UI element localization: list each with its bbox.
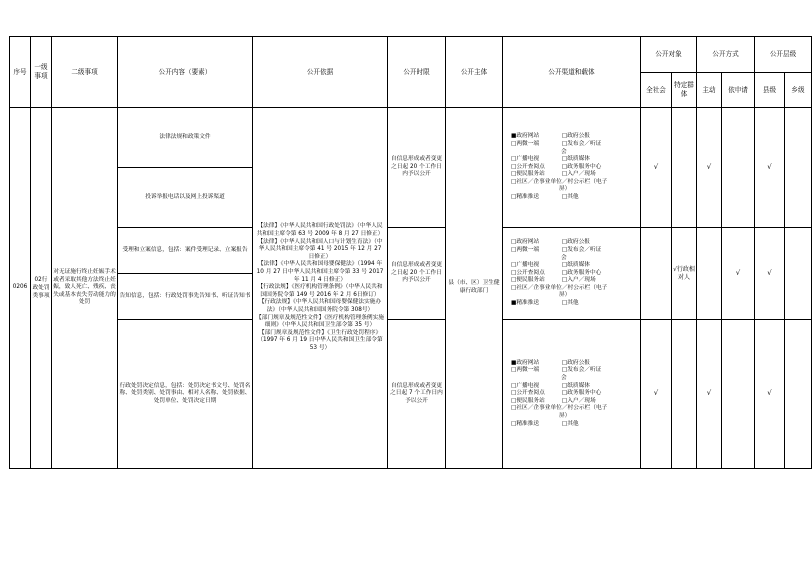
content-cell-decision: 行政处罚决定信息，包括：处罚决定书文号、处罚名称、处罚类别、处罚事由、相对人名称、处罚依据、处罚单位、处罚决定日期	[118, 320, 253, 469]
check-tier-town	[785, 108, 812, 228]
basis-item: 【行政法规】《医疗机构管理条例》（中华人民共和国国务院令第 149 号 2016 年 2 月 6日修订）	[257, 284, 383, 298]
check-target-all: √	[641, 320, 672, 469]
channel-line: 会	[561, 148, 567, 155]
channel-line: □广播电视 □纸质媒体	[511, 262, 590, 269]
basis-item: 【法律】《中华人民共和国母婴保健法》（1994 年 10 月 27 日中华人民共和国主席令第 33 号 2017 年 11 月 4 日修正）	[256, 261, 384, 283]
channel-line: □两微一端 □发布会／听证	[511, 246, 602, 253]
header-mode-active: 主动	[697, 73, 722, 108]
basis-item: 【行政法规】《中华人民共和国母婴保健法实施办法》（中华人民共和国国务院令第 308号）	[258, 299, 382, 313]
header-content: 公开内容（要素）	[118, 37, 253, 108]
content-cell-laws: 法律法规和政策文件	[118, 108, 253, 168]
channel-line: □公开查阅点 □政务服务中心	[511, 269, 602, 276]
header-tier-town: 乡级	[785, 73, 812, 108]
channel-line: □政府网站 □政府公报	[511, 239, 590, 246]
check-tier-county: √	[755, 228, 785, 320]
row-level1: 02行政处罚类事项	[31, 108, 52, 469]
header-basis: 公开依据	[253, 37, 388, 108]
header-mode: 公开方式	[697, 37, 755, 73]
content-cell-filing: 受理和立案信息，包括：案件受理记录、立案报告	[118, 228, 253, 274]
header-tier: 公开层级	[755, 37, 812, 73]
channel-line: □精准推送 □其他	[511, 420, 579, 427]
header-channel: 公开渠道和载体	[503, 37, 641, 108]
check-target-all: √	[641, 108, 672, 228]
header-subject: 公开主体	[446, 37, 503, 108]
row-level2: 对无证施行终止妊娠手术或者采取其他方法终止妊娠，致人死亡、残疾、丧失或基本丧失劳动能力的处罚	[52, 108, 118, 469]
channel-line: □公开查阅点 □政务服务中心	[511, 390, 602, 397]
header-tier-county: 县级	[755, 73, 785, 108]
channel-line: □两微一端 □发布会／听证	[511, 367, 602, 374]
check-tier-town	[785, 228, 812, 320]
basis-item: 【法律】《中华人民共和国行政处罚法》（中华人民共和国主席令第 63 号 2009 年 8 月 27 日修正）	[256, 223, 384, 238]
channel-line: □广播电视 □纸质媒体	[511, 382, 590, 389]
header-seq: 序号	[10, 37, 31, 108]
time-cell: 自信息形成或者变更之日起 20 个工作日内予以公开	[388, 108, 446, 228]
channel-line: □社区／企事业单位／村公示栏（电子	[511, 284, 608, 291]
header-time: 公开时限	[388, 37, 446, 108]
basis-item: 【部门规章及规范性文件】《卫生行政处罚程序》（1997 年 6 月 19 日中华人民共和国卫生部令第 53 号）	[257, 329, 383, 351]
channel-line: □精准推送 □其他	[511, 194, 579, 201]
header-target-group: 特定群体	[672, 73, 697, 108]
channel-line: □公开查阅点 □政务服务中心	[511, 163, 602, 170]
channel-line: ■政府网站 □政府公报	[511, 359, 590, 366]
channel-cell	[503, 228, 641, 320]
channel-line: □便民服务站 □入户／现场	[511, 397, 596, 404]
channel-line: 会	[561, 254, 567, 261]
check-mode-request: √	[722, 228, 755, 320]
subject-cell: 县（市、区）卫生健康行政部门	[446, 108, 503, 469]
channel-line: ■精准推送 □其他	[511, 300, 579, 307]
time-cell: 自信息形成或者变更之日起 7 个工作日内予以公开	[388, 320, 446, 469]
channel-line: 屏）	[559, 186, 571, 193]
channel-line: □社区／企事业单位／村公示栏（电子	[511, 178, 608, 185]
channel-line: □便民服务站 □入户／现场	[511, 277, 596, 284]
channel-cell	[503, 108, 641, 228]
check-mode-request	[722, 320, 755, 469]
channel-line: 屏）	[559, 412, 571, 419]
header-target: 公开对象	[641, 37, 697, 73]
check-target-all	[641, 228, 672, 320]
header-mode-request: 依申请	[722, 73, 755, 108]
check-mode-active	[697, 228, 722, 320]
basis-item: 【部门规章及规范性文件】《医疗机构管理条例实施细则》（中华人民共和国卫生部令第 35 号）	[256, 314, 384, 329]
check-tier-county: √	[755, 108, 785, 228]
content-cell-complaint: 投诉举报电话以及网上投诉渠道	[118, 168, 253, 228]
header-level2: 二级事项	[52, 37, 118, 108]
channel-line: 屏）	[559, 292, 571, 299]
disclosure-table	[9, 36, 812, 469]
check-target-group	[672, 320, 697, 469]
check-mode-active: √	[697, 108, 722, 228]
channel-line: □广播电视 □纸质媒体	[511, 156, 590, 163]
row-seq: 0206	[10, 108, 31, 469]
content-cell-notice: 告知信息，包括：行政处罚事先告知书、听证告知书	[118, 274, 253, 320]
check-mode-request	[722, 108, 755, 228]
channel-line: ■政府网站 □政府公报	[511, 133, 590, 140]
time-cell: 自信息形成或者变更之日起 20 个工作日内予以公开	[388, 228, 446, 320]
channel-line: 会	[561, 375, 567, 382]
check-tier-county: √	[755, 320, 785, 469]
check-target-group	[672, 108, 697, 228]
check-tier-town	[785, 320, 812, 469]
check-mode-active: √	[697, 320, 722, 469]
check-target-group: √行政相对人	[672, 228, 697, 320]
channel-cell	[503, 320, 641, 469]
channel-line: □社区／企事业单位／村公示栏（电子	[511, 405, 608, 412]
channel-line: □两微一端 □发布会／听证	[511, 140, 602, 147]
basis-item: 【法律】《中华人民共和国人口与计划生育法》（中华人民共和国主席令第 41 号 2015 年 12 月 27 日修正）	[257, 238, 383, 260]
header-target-all: 全社会	[641, 73, 672, 108]
basis-cell	[253, 108, 388, 469]
header-level1: 一级事项	[31, 37, 52, 108]
channel-line: □便民服务站 □入户／现场	[511, 171, 596, 178]
